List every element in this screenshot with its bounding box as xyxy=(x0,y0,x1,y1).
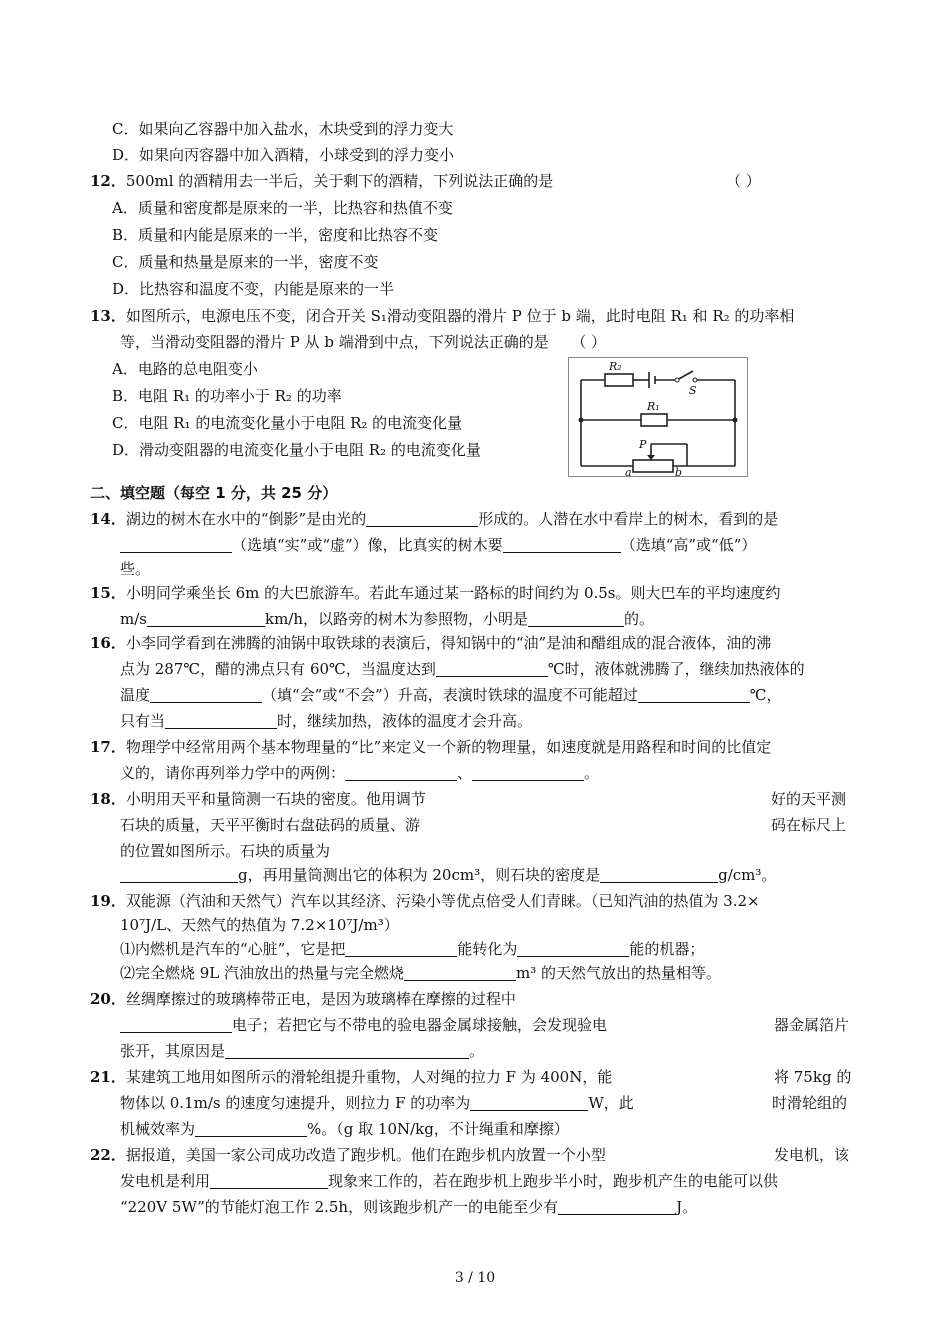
section-header-fill-blank: 二、填空题（每空 1 分，共 25 分） xyxy=(90,484,338,502)
q12-option-b: B．质量和内能是原来的一半，密度和比热容不变 xyxy=(112,226,439,244)
q14-line1 xyxy=(90,508,778,530)
q12-answer-paren: （ ） xyxy=(726,172,761,190)
answer-blank[interactable] xyxy=(210,1172,328,1189)
q22-line3 xyxy=(120,1196,697,1218)
q22-line1-right: 发电机，该 xyxy=(774,1146,850,1164)
q11-option-c: C．如果向乙容器中加入盐水，木块受到的浮力变大 xyxy=(112,120,454,138)
q18-line3: 的位置如图所示。石块的质量为 xyxy=(120,842,331,860)
q16-text-2b: ℃时，液体就沸腾了，继续加热液体的 xyxy=(547,660,805,678)
q16-text-2a: 点为 287℃，醋的沸点只有 60℃，当温度达到 xyxy=(120,660,436,678)
q18-line4 xyxy=(120,864,776,886)
q21-line2 xyxy=(120,1092,634,1114)
circuit-svg xyxy=(569,358,747,476)
q15-text-3: km/h，以路旁的树木为参照物，小明是 xyxy=(264,610,529,628)
label-a: a xyxy=(625,466,632,476)
answer-blank[interactable] xyxy=(165,712,277,729)
answer-blank[interactable] xyxy=(404,964,516,981)
q22-line1 xyxy=(90,1144,606,1166)
q22-number: 22． xyxy=(90,1146,126,1164)
q17-text-2b: 、 xyxy=(457,764,473,782)
q20-line3 xyxy=(120,1040,484,1062)
q12-text: 500ml 的酒精用去一半后，关于剩下的酒精，下列说法正确的是 xyxy=(125,172,554,190)
q12-option-a: A．质量和密度都是原来的一半，比热容和热值不变 xyxy=(112,199,453,217)
q13-option-d: D．滑动变阻器的电流变化量小于电阻 R₂ 的电流变化量 xyxy=(112,441,481,459)
q19-line3 xyxy=(120,938,704,960)
q19-number: 19． xyxy=(90,892,126,910)
q18-text-1a: 小明用天平和量筒测一石块的密度。他用调节 xyxy=(125,790,426,808)
answer-blank[interactable] xyxy=(517,940,629,957)
q19-line1 xyxy=(90,890,760,912)
label-s: S xyxy=(689,384,697,397)
q19-text-4b: m³ 的天然气放出的热量相等。 xyxy=(516,964,722,982)
answer-blank[interactable] xyxy=(225,1042,469,1059)
q22-text-1a: 据报道，美国一家公司成功改造了跑步机。他们在跑步机内放置一个小型 xyxy=(125,1146,606,1164)
q21-text-1a: 某建筑工地用如图所示的滑轮组提升重物，人对绳的拉力 F 为 400N，能 xyxy=(125,1068,613,1086)
q22-line2 xyxy=(120,1170,778,1192)
q15-number: 15． xyxy=(90,584,126,602)
answer-blank[interactable] xyxy=(195,1120,307,1137)
q18-text-4b: g/cm³。 xyxy=(718,866,777,884)
answer-blank[interactable] xyxy=(120,536,232,553)
q15-unit-ms: m/s xyxy=(120,610,147,628)
q21-number: 21． xyxy=(90,1068,126,1086)
answer-blank[interactable] xyxy=(600,866,718,883)
q11-option-d: D．如果向丙容器中加入酒精，小球受到的浮力变小 xyxy=(112,146,455,164)
answer-blank[interactable] xyxy=(147,610,265,627)
q16-text-3b: （填“会”或“不会”）升高，表演时铁球的温度不可能超过 xyxy=(262,686,638,704)
q21-line3 xyxy=(120,1118,569,1140)
q14-text-3: （选填“实”或“虚”）像，比真实的树木要 xyxy=(232,536,503,554)
q18-line2: 石块的质量，天平平衡时右盘砝码的质量、游 xyxy=(120,816,421,834)
q13-option-a: A．电路的总电阻变小 xyxy=(112,360,258,378)
q20-line2-right: 器金属箔片 xyxy=(774,1016,850,1034)
q18-line1 xyxy=(90,788,426,810)
q20-text-3a: 张开，其原因是 xyxy=(120,1042,226,1060)
rheostat xyxy=(633,460,673,472)
q17-line1 xyxy=(90,736,771,758)
q18-text-4a: g，再用量筒测出它的体积为 20cm³，则石块的密度是 xyxy=(238,866,601,884)
answer-blank[interactable] xyxy=(472,764,584,781)
q19-text-1: 双能源（汽油和天然气）汽车以其经济、污染小等优点倍受人们青睐。（已知汽油的热值为 3.2× xyxy=(125,892,760,910)
q22-text-2a: 发电机是利用 xyxy=(120,1172,211,1190)
q13-number: 13． xyxy=(90,307,126,325)
q16-text-3c: ℃， xyxy=(749,686,782,704)
q14-line2 xyxy=(120,534,756,556)
q17-text-1: 物理学中经常用两个基本物理量的“比”来定义一个新的物理量，如速度就是用路程和时间的比值定 xyxy=(125,738,772,756)
q12-option-c: C．质量和热量是原来的一半，密度不变 xyxy=(112,253,379,271)
q21-text-2b: W，此 xyxy=(588,1094,634,1112)
label-b: b xyxy=(675,466,683,476)
q14-text-1: 湖边的树木在水中的“倒影”是由光的 xyxy=(125,510,367,528)
q21-text-3a: 机械效率为 xyxy=(120,1120,196,1138)
resistor-r1 xyxy=(641,414,667,426)
q16-text-3a: 温度 xyxy=(120,686,151,704)
q13-text-1: 如图所示，电源电压不变，闭合开关 S₁滑动变阻器的滑片 P 位于 b 端，此时电阻 R₁ 和 R₂ 的功率相 xyxy=(125,307,795,325)
q15-line2 xyxy=(120,608,654,630)
answer-blank[interactable] xyxy=(528,610,624,627)
q13-stem-line1 xyxy=(90,305,794,327)
q19-text-4a: ⑵完全燃烧 9L 汽油放出的热量与完全燃烧 xyxy=(120,964,405,982)
answer-blank[interactable] xyxy=(120,1016,232,1033)
q18-number: 18． xyxy=(90,790,126,808)
q20-number: 20． xyxy=(90,990,126,1008)
q16-line3 xyxy=(120,684,781,706)
answer-blank[interactable] xyxy=(558,1198,676,1215)
q22-text-2b: 现象来工作的，若在跑步机上跑步半小时，跑步机产生的电能可以供 xyxy=(328,1172,779,1190)
q12-option-d: D．比热容和温度不变，内能是原来的一半 xyxy=(112,280,395,298)
answer-blank[interactable] xyxy=(436,660,548,677)
q19-line2: 10⁷J/L、天然气的热值为 7.2×10⁷J/m³） xyxy=(120,916,399,934)
q14-text-2: 形成的。人潜在水中看岸上的树木，看到的是 xyxy=(478,510,779,528)
q12-number: 12． xyxy=(90,172,126,190)
q14-line3: 些。 xyxy=(120,560,151,578)
q21-line1-right: 将 75kg 的 xyxy=(774,1068,852,1086)
q15-text-4: 的。 xyxy=(624,610,655,628)
q20-text-2a: 电子；若把它与不带电的验电器金属球接触，会发现验电 xyxy=(232,1016,608,1034)
answer-blank[interactable] xyxy=(470,1094,588,1111)
q13-option-c: C．电阻 R₁ 的电流变化量小于电阻 R₂ 的电流变化量 xyxy=(112,414,463,432)
q16-text-4a: 只有当 xyxy=(120,712,166,730)
answer-blank[interactable] xyxy=(638,686,750,703)
label-p: P xyxy=(639,438,647,451)
q19-text-3a: ⑴内燃机是汽车的“心脏”，它是把 xyxy=(120,940,346,958)
q19-text-3b: 能转化为 xyxy=(457,940,518,958)
q17-text-2c: 。 xyxy=(584,764,600,782)
q19-text-3c: 能的机器； xyxy=(629,940,705,958)
answer-blank[interactable] xyxy=(366,510,478,527)
q16-line1 xyxy=(90,632,771,654)
answer-blank[interactable] xyxy=(345,940,457,957)
q15-text-1: 小明同学乘坐长 6m 的大巴旅游车。若此车通过某一路标的时间约为 0.5s。则大巴车的平均速度约 xyxy=(125,584,781,602)
q20-text-1: 丝绸摩擦过的玻璃棒带正电，是因为玻璃棒在摩擦的过程中 xyxy=(125,990,516,1008)
q17-text-2a: 义的，请你再列举力学中的两例： xyxy=(120,764,346,782)
q16-line4 xyxy=(120,710,532,732)
q16-text-1: 小李同学看到在沸腾的油锅中取铁球的表演后，得知锅中的“油”是油和醋组成的混合液体，油的沸 xyxy=(125,634,772,652)
q17-line2 xyxy=(120,762,599,784)
q16-text-4b: 时，继续加热，液体的温度才会升高。 xyxy=(277,712,533,730)
answer-blank[interactable] xyxy=(503,536,621,553)
resistor-r2 xyxy=(605,374,633,386)
q18-line2-right: 码在标尺上 xyxy=(771,816,847,834)
q18-line1-right: 好的天平测 xyxy=(771,790,847,808)
switch-s-blade xyxy=(677,371,693,380)
answer-blank[interactable] xyxy=(345,764,457,781)
q20-text-3b: 。 xyxy=(469,1042,485,1060)
label-r2: R₂ xyxy=(609,360,622,373)
q16-line2 xyxy=(120,658,805,680)
page-number: 3 / 10 xyxy=(454,1270,496,1286)
q21-line2-right: 时滑轮组的 xyxy=(772,1094,848,1112)
q15-line1 xyxy=(90,582,781,604)
q12-stem xyxy=(90,170,553,192)
q13-option-b: B．电阻 R₁ 的功率小于 R₂ 的功率 xyxy=(112,387,342,405)
q16-number: 16． xyxy=(90,634,126,652)
q20-line1 xyxy=(90,988,516,1010)
circuit-diagram xyxy=(568,357,748,477)
q20-line2 xyxy=(120,1014,607,1036)
answer-blank[interactable] xyxy=(150,686,262,703)
q21-text-2a: 物体以 0.1m/s 的速度匀速提升，则拉力 F 的功率为 xyxy=(120,1094,471,1112)
q14-text-4: （选填“高”或“低”） xyxy=(620,536,757,554)
q14-number: 14． xyxy=(90,510,126,528)
q22-text-3b: J。 xyxy=(676,1198,698,1216)
q21-text-3b: %。（g 取 10N/kg，不计绳重和摩擦） xyxy=(307,1120,569,1138)
answer-blank[interactable] xyxy=(120,866,238,883)
q22-text-3a: “220V 5W”的节能灯泡工作 2.5h，则该跑步机产一的电能至少有 xyxy=(120,1198,559,1216)
q17-number: 17． xyxy=(90,738,126,756)
q21-line1 xyxy=(90,1066,612,1088)
q13-stem-line2: 等，当滑动变阻器的滑片 P 从 b 端滑到中点，下列说法正确的是 （ ） xyxy=(120,333,607,351)
q19-line4 xyxy=(120,962,721,984)
label-r1: R₁ xyxy=(647,400,660,413)
